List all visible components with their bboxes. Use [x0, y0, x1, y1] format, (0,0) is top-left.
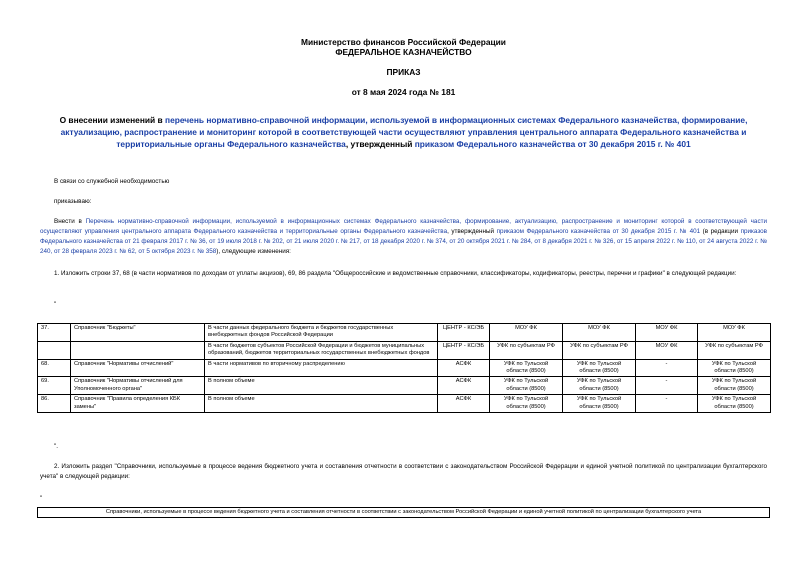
- table-cell: 68.: [38, 359, 71, 377]
- amendment-paragraph: [40, 217, 767, 257]
- table-cell: МОУ ФК: [563, 324, 636, 342]
- section-table: [37, 507, 770, 518]
- table-body: [38, 324, 771, 413]
- table-cell: УФК по Тульской области (8500): [563, 395, 636, 413]
- table-cell: УФК по Тульской области (8500): [490, 359, 563, 377]
- item-2-text: 2. Изложить раздел "Справочники, используемые в процессе ведения бюджетного учета и составления отчетности в соответствии с законодательством Российской Федерации и единой учетной политикой по централизации бухгалтерского учета" в следующей редакции:: [40, 463, 767, 480]
- table-cell: УФК по Тульской области (8500): [698, 377, 771, 395]
- document-date-number: от 8 мая 2024 года № 181: [351, 87, 456, 97]
- table-row: [38, 395, 771, 413]
- document-title: [30, 114, 777, 150]
- document-type: ПРИКАЗ: [386, 67, 421, 77]
- link-amending-orders[interactable]: приказов Федерального казначейства от 21 февраля 2017 г. № 36, от 19 июля 2018 г. № 202, от 21 июля 2020 г. № 217, от 18 декабря 2020 г. № 374, от 20 октября 2021 г. № 284, от 8 декабря 2021 г. № 326, от 15 апреля 2022 г. № 110, от 24 августа 2022 г. № 240, от 28 февраля 2023 г. № 62, от 5 октября 2023 г. № 358: [40, 228, 767, 255]
- agency-name: ФЕДЕРАЛЬНОЕ КАЗНАЧЕЙСТВО: [335, 47, 472, 57]
- table-cell: УФК по Тульской области (8500): [490, 395, 563, 413]
- table-cell: МОУ ФК: [490, 324, 563, 342]
- section-header-cell: Справочники, используемые в процессе ведения бюджетного учета и составления отчетности в соответствии с законодательством Российской Федерации и единой учетной политикой по централизации бухгалтерского учета: [38, 508, 770, 518]
- title-prefix: О внесении изменений в: [59, 115, 166, 125]
- table-cell: УФК по субъектам РФ: [563, 341, 636, 359]
- table-cell: 37.: [38, 324, 71, 342]
- table-row: [38, 341, 771, 359]
- ministry-name: Министерство финансов Российской Федерации: [301, 37, 506, 47]
- table-cell: В полном объеме: [205, 395, 438, 413]
- table-cell: В части бюджетов субъектов Российской Федерации и бюджетов муниципальных образований, бюджетов территориальных государственных внебюджетных фондов: [205, 341, 438, 359]
- para-text-a: Внести в: [54, 218, 86, 225]
- table-row: [38, 377, 771, 395]
- link-order-401[interactable]: приказом Федерального казначейства от 30 декабря 2015 г. № 401: [496, 228, 701, 235]
- close-quote: ".: [54, 443, 58, 450]
- table-cell: [71, 341, 205, 359]
- table-cell: УФК по Тульской области (8500): [563, 377, 636, 395]
- link-perechen[interactable]: Перечень нормативно-справочной информации, используемой в информационных системах Федерального казначейства, формирование, актуализацию, распространение и мониторинг которой в соответствующей части осуществляют управления центрального аппарата Федерального казначейства и территориальные органы Федерального казначейства: [40, 218, 767, 235]
- table-cell: АСФК: [438, 377, 490, 395]
- order-text: приказываю:: [54, 198, 92, 205]
- table-cell: Справочник "Правила определения КБК замены": [71, 395, 205, 413]
- title-link-order[interactable]: приказом Федерального казначейства от 30 декабря 2015 г. № 401: [414, 139, 691, 149]
- table-cell: АСФК: [438, 359, 490, 377]
- table-row: [38, 359, 771, 377]
- table-cell: В полном объеме: [205, 377, 438, 395]
- table-cell: 69.: [38, 377, 71, 395]
- table-cell: УФК по Тульской области (8500): [490, 377, 563, 395]
- table-row: [38, 324, 771, 342]
- table-cell: [38, 341, 71, 359]
- open-quote: ": [54, 301, 57, 308]
- nsi-table: [37, 323, 771, 413]
- table-cell: -: [636, 395, 698, 413]
- open-quote-2: ": [40, 495, 43, 502]
- table-cell: УФК по субъектам РФ: [490, 341, 563, 359]
- table-cell: Справочник "Нормативы отчислений для Уполномоченного органа": [71, 377, 205, 395]
- table-cell: Справочник "Нормативы отчислений": [71, 359, 205, 377]
- table-cell: 86.: [38, 395, 71, 413]
- table-row: [38, 508, 770, 518]
- table-cell: ЦЕНТР - КС/ЭБ: [438, 324, 490, 342]
- table-cell: Справочник "Бюджеты": [71, 324, 205, 342]
- necessity-text: В связи со служебной необходимостью: [54, 178, 170, 185]
- table-cell: МОУ ФК: [636, 324, 698, 342]
- table-cell: В части данных федерального бюджета и бюджетов государственных внебюджетных фондов Российской Федерации: [205, 324, 438, 342]
- item-1-text: 1. Изложить строки 37, 68 (в части нормативов по доходам от уплаты акцизов), 69, 86 раздела "Общероссийские и ведомственные справочники, классификаторы, кодификаторы, реестры, перечни и графики" в следующей редакции:: [54, 270, 737, 277]
- table-cell: УФК по субъектам РФ: [698, 341, 771, 359]
- table-cell: В части нормативов по вторичному распределению: [205, 359, 438, 377]
- table-cell: МОУ ФК: [636, 341, 698, 359]
- table-cell: МОУ ФК: [698, 324, 771, 342]
- table-cell: УФК по Тульской области (8500): [563, 359, 636, 377]
- table-cell: АСФК: [438, 395, 490, 413]
- para-text-b: , утвержденный: [447, 228, 497, 235]
- para-text-d: ), следующие изменения:: [216, 248, 291, 255]
- title-link-list[interactable]: перечень нормативно-справочной информации, используемой в информационных системах Федерального казначейства, формирование, актуализацию, распространение и мониторинг которой в соответствующей части осуществляют управления центрального аппарата Федерального казначейства и территориальные органы Федерального казначейства: [60, 115, 748, 149]
- table-cell: ЦЕНТР - КС/ЭБ: [438, 341, 490, 359]
- table-cell: УФК по Тульской области (8500): [698, 395, 771, 413]
- table-cell: УФК по Тульской области (8500): [698, 359, 771, 377]
- table-cell: -: [636, 377, 698, 395]
- para-text-c: (в редакции: [700, 228, 741, 235]
- title-middle: , утвержденный: [345, 139, 415, 149]
- table-cell: -: [636, 359, 698, 377]
